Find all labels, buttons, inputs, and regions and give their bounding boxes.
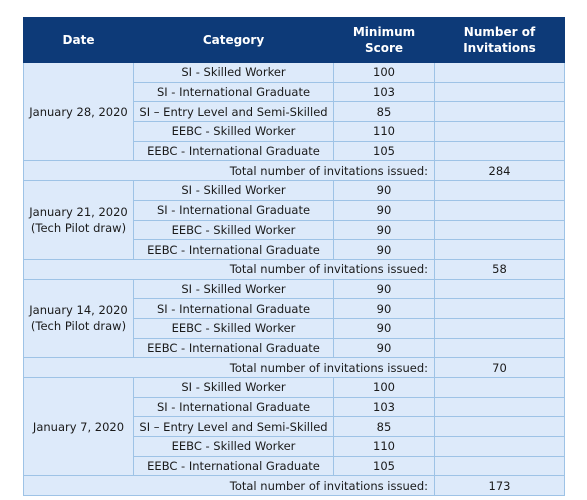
minimum-score-cell: 90 — [334, 338, 435, 358]
minimum-score-cell: 85 — [334, 417, 435, 437]
total-row — [24, 476, 565, 496]
header-number-of-invitations: Number of Invitations — [435, 18, 565, 63]
category-cell: SI - International Graduate — [134, 397, 334, 417]
invitations-cell — [435, 181, 565, 201]
total-invitations: 173 — [435, 476, 565, 496]
category-cell: SI – Entry Level and Semi-Skilled — [134, 102, 334, 122]
category-cell: EEBC - International Graduate — [134, 240, 334, 260]
minimum-score-cell: 105 — [334, 456, 435, 476]
minimum-score-cell: 90 — [334, 240, 435, 260]
minimum-score-cell: 103 — [334, 397, 435, 417]
minimum-score-cell: 110 — [334, 122, 435, 142]
invitations-cell — [435, 122, 565, 142]
invitations-cell — [435, 417, 565, 437]
header-minimum-score: Minimum Score — [334, 18, 435, 63]
category-cell: SI - Skilled Worker — [134, 279, 334, 299]
total-invitations: 284 — [435, 161, 565, 181]
draw-date-cell — [24, 279, 134, 358]
invitations-cell — [435, 437, 565, 457]
invitations-cell — [435, 102, 565, 122]
draw-date: January 14, 2020 — [29, 303, 128, 318]
invitations-cell — [435, 200, 565, 220]
minimum-score-cell: 110 — [334, 437, 435, 457]
table-header-row — [24, 18, 565, 63]
category-cell: SI - Skilled Worker — [134, 378, 334, 398]
category-cell: SI - Skilled Worker — [134, 181, 334, 201]
minimum-score-cell: 105 — [334, 141, 435, 161]
invitations-cell — [435, 456, 565, 476]
table-row — [24, 181, 565, 201]
total-row — [24, 161, 565, 181]
category-cell: SI - International Graduate — [134, 299, 334, 319]
table-body — [24, 63, 565, 496]
total-label: Total number of invitations issued: — [24, 476, 435, 496]
invitations-cell — [435, 299, 565, 319]
category-cell: EEBC - International Graduate — [134, 456, 334, 476]
invitations-cell — [435, 378, 565, 398]
invitations-cell — [435, 397, 565, 417]
minimum-score-cell: 90 — [334, 279, 435, 299]
invitations-cell — [435, 338, 565, 358]
header-category: Category — [134, 18, 334, 63]
invitations-cell — [435, 279, 565, 299]
category-cell: EEBC - Skilled Worker — [134, 318, 334, 338]
draw-date-cell — [24, 181, 134, 260]
minimum-score-cell: 90 — [334, 220, 435, 240]
category-cell: EEBC - International Graduate — [134, 338, 334, 358]
category-cell: SI - International Graduate — [134, 200, 334, 220]
category-cell: SI - International Graduate — [134, 82, 334, 102]
draw-date: January 7, 2020 — [32, 419, 125, 434]
header-date: Date — [24, 18, 134, 63]
minimum-score-cell: 103 — [334, 82, 435, 102]
total-invitations: 58 — [435, 259, 565, 279]
category-cell: EEBC - Skilled Worker — [134, 220, 334, 240]
minimum-score-cell: 100 — [334, 378, 435, 398]
draw-note: (Tech Pilot draw) — [30, 319, 127, 334]
invitations-cell — [435, 318, 565, 338]
total-row — [24, 259, 565, 279]
category-cell: EEBC - International Graduate — [134, 141, 334, 161]
invitations-cell — [435, 220, 565, 240]
invitations-cell — [435, 240, 565, 260]
invitations-cell — [435, 63, 565, 83]
total-label: Total number of invitations issued: — [24, 161, 435, 181]
draw-note: (Tech Pilot draw) — [30, 221, 127, 235]
invitations-cell — [435, 141, 565, 161]
minimum-score-cell: 90 — [334, 299, 435, 319]
total-invitations: 70 — [435, 358, 565, 378]
table-row — [24, 279, 565, 299]
table-row — [24, 378, 565, 398]
draw-date: January 21, 2020 — [29, 205, 128, 219]
total-label: Total number of invitations issued: — [24, 358, 435, 378]
draw-date-cell — [24, 378, 134, 476]
minimum-score-cell: 90 — [334, 318, 435, 338]
invitations-table — [23, 17, 565, 496]
minimum-score-cell: 85 — [334, 102, 435, 122]
invitations-cell — [435, 82, 565, 102]
minimum-score-cell: 90 — [334, 181, 435, 201]
category-cell: SI – Entry Level and Semi-Skilled — [134, 417, 334, 437]
total-row — [24, 358, 565, 378]
total-label: Total number of invitations issued: — [24, 259, 435, 279]
table-row — [24, 63, 565, 83]
minimum-score-cell: 100 — [334, 63, 435, 83]
category-cell: EEBC - Skilled Worker — [134, 122, 334, 142]
category-cell: EEBC - Skilled Worker — [134, 437, 334, 457]
category-cell: SI - Skilled Worker — [134, 63, 334, 83]
minimum-score-cell: 90 — [334, 200, 435, 220]
draw-date-cell — [24, 63, 134, 161]
draw-date: January 28, 2020 — [29, 104, 128, 119]
